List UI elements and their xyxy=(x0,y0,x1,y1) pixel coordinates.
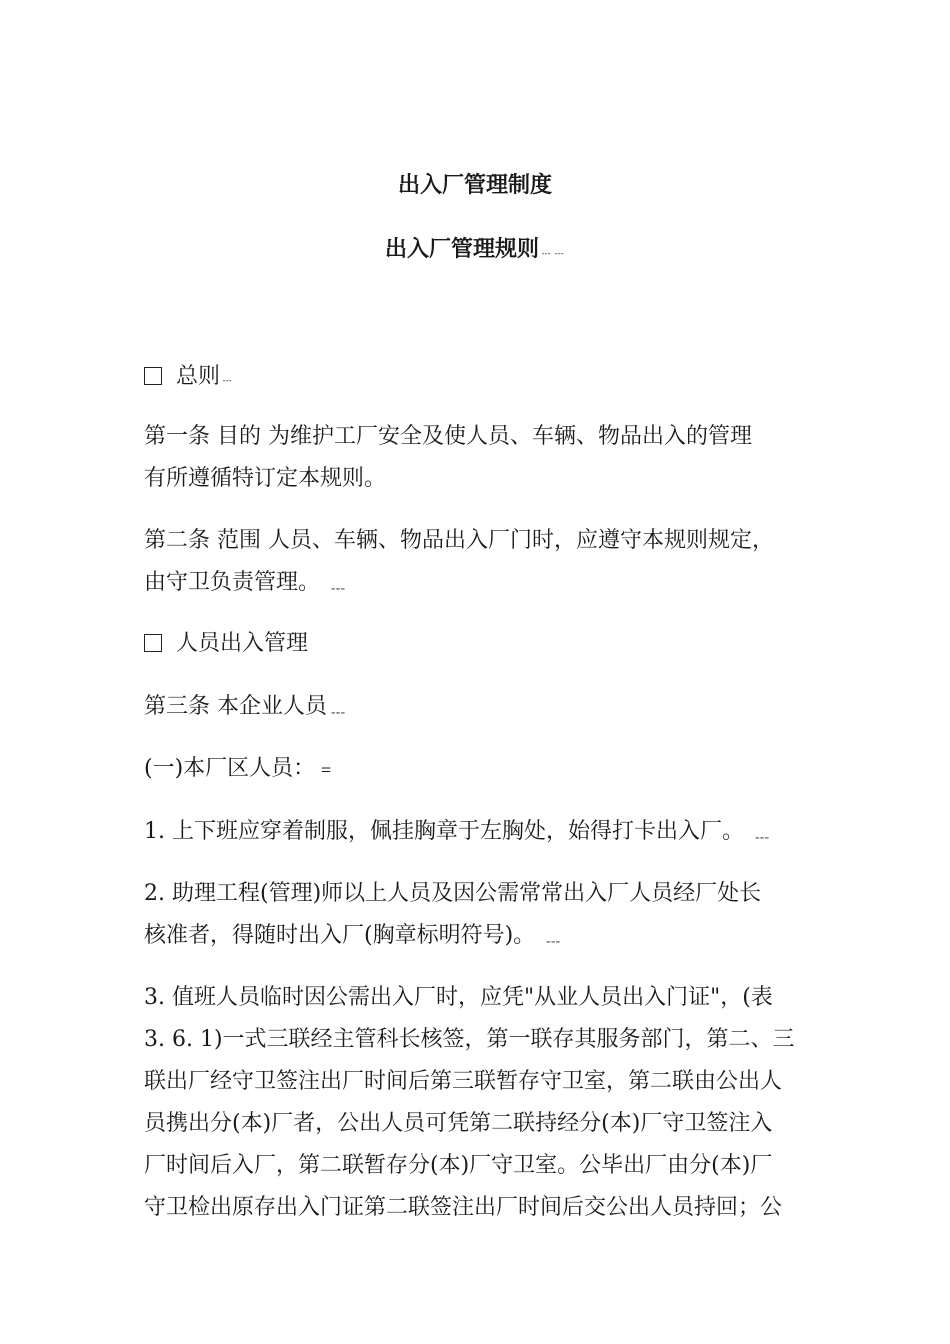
paragraph-line: 有所遵循特订定本规则。 xyxy=(144,466,387,491)
checkbox-icon xyxy=(144,367,162,385)
paragraph-line: 第三条 本企业人员﹍ xyxy=(144,694,349,719)
section-heading-mark: ﹍ xyxy=(220,369,234,385)
paragraph-line: 守卫检出原存出入门证第二联签注出厂时间后交公出人员持回；公 xyxy=(144,1195,783,1220)
paragraph-line: 员携出分(本)厂者，公出人员可凭第二联持经分(本)厂守卫签注入 xyxy=(144,1111,773,1136)
section-heading-text: 人员出入管理 xyxy=(176,631,309,656)
checkbox-icon xyxy=(144,634,162,652)
subsection-1 xyxy=(144,748,808,790)
paragraph-line: 1. 上下班应穿着制服，佩挂胸章于左胸处，始得打卡出入厂。 ﹍ xyxy=(144,819,773,844)
document-subtitle xyxy=(0,235,950,265)
paragraph-line: 3. 6. 1)一式三联经主管科长核签，第一联存其服务部门，第二、三 xyxy=(144,1027,795,1052)
article-1 xyxy=(144,416,808,500)
subtitle-mark: ﹍﹍ xyxy=(539,242,565,258)
paragraph-line: 核准者，得随时出入厂(胸章标明符号)。 ﹍ xyxy=(144,923,565,948)
item-3 xyxy=(144,977,808,1229)
article-2 xyxy=(144,520,808,604)
paragraph-line: (一)本厂区人员：﹦ xyxy=(144,756,338,781)
section-heading-text: 总则 xyxy=(176,364,221,389)
item-1 xyxy=(144,811,808,853)
section-heading-personnel xyxy=(144,623,808,665)
paragraph-line: 2. 助理工程(管理)师以上人员及因公需常常出入厂人员经厂处长 xyxy=(144,881,762,906)
paragraph-line: 厂时间后入厂，第二联暂存分(本)厂守卫室。公毕出厂由分(本)厂 xyxy=(144,1153,773,1178)
subtitle-text: 出入厂管理规则 xyxy=(384,237,539,262)
document-title: 出入厂管理制度 xyxy=(397,173,552,198)
section-heading-general xyxy=(144,356,808,398)
paragraph-line: 3. 值班人员临时因公需出入厂时，应凭"从业人员出入门证"，(表 xyxy=(144,985,773,1010)
paragraph-line: 联出厂经守卫签注出厂时间后第三联暂存守卫室，第二联由公出人 xyxy=(144,1069,783,1094)
paragraph-line: 第一条 目的 为维护工厂安全及使人员、车辆、物品出入的管理 xyxy=(144,424,752,449)
item-2 xyxy=(144,873,808,957)
paragraph-line: 由守卫负责管理。 ﹍ xyxy=(144,570,349,595)
paragraph-line: 第二条 范围 人员、车辆、物品出入厂门时，应遵守本规则规定， xyxy=(144,528,774,553)
article-3 xyxy=(144,686,808,728)
